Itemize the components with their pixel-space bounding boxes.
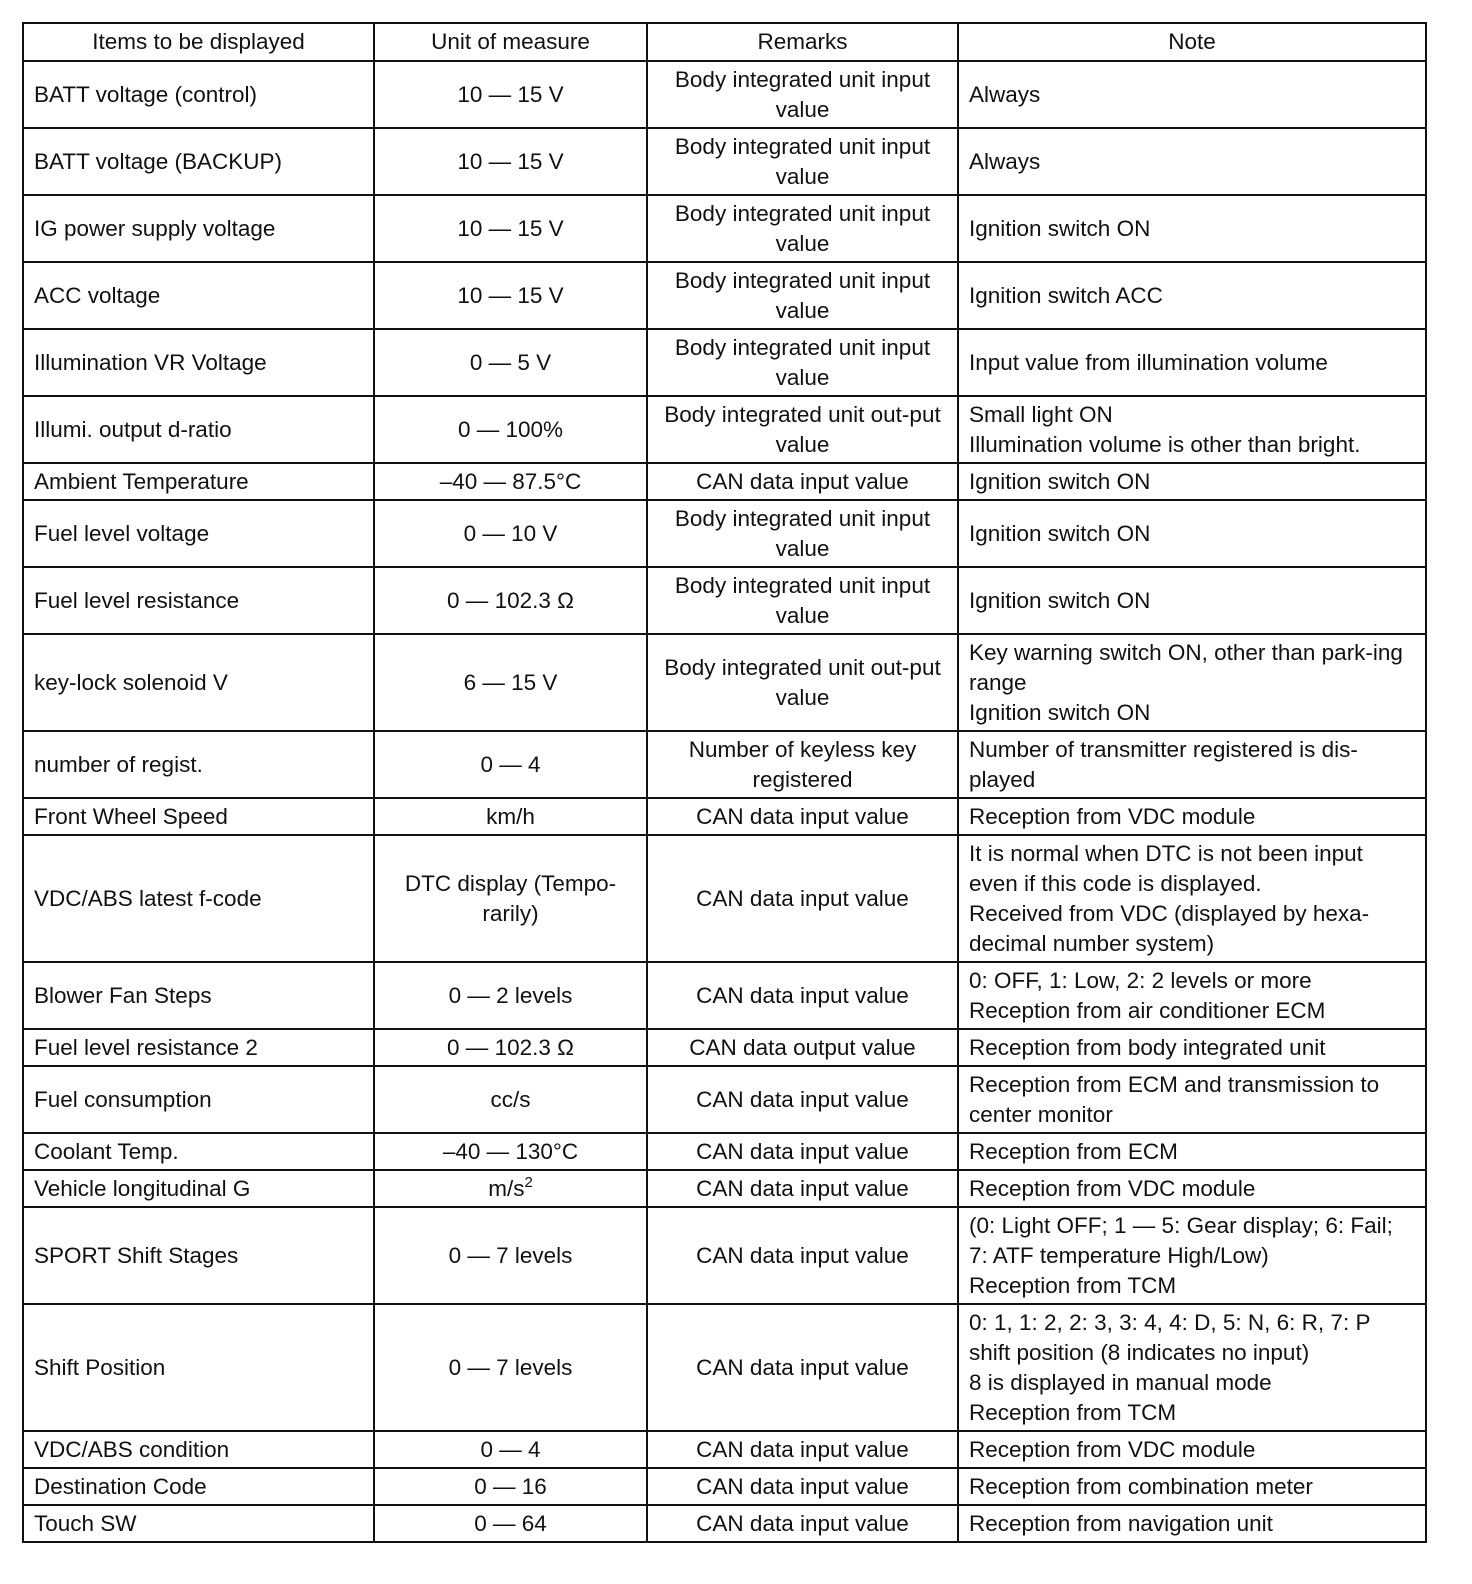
note-line: Ignition switch ON <box>969 699 1151 725</box>
remarks-cell: CAN data input value <box>647 962 958 1029</box>
note-line: It is normal when DTC is not been input even if this code is displayed. <box>969 840 1363 896</box>
unit-cell: 10 — 15 V <box>374 128 647 195</box>
header-row <box>23 23 1426 61</box>
data-monitor-sheet <box>22 22 1425 1543</box>
table-row <box>23 634 1426 731</box>
table-row <box>23 798 1426 835</box>
item-cell: Fuel consumption <box>23 1066 374 1133</box>
unit-cell: 0 — 5 V <box>374 329 647 396</box>
table-row <box>23 329 1426 396</box>
note-line: Reception from navigation unit <box>969 1510 1273 1536</box>
item-cell: Vehicle longitudinal G <box>23 1170 374 1207</box>
item-cell: number of regist. <box>23 731 374 798</box>
table-row <box>23 500 1426 567</box>
header-note: Note <box>958 23 1426 61</box>
item-cell: Illumination VR Voltage <box>23 329 374 396</box>
table-row <box>23 262 1426 329</box>
table-row <box>23 463 1426 500</box>
unit-cell: 0 — 102.3 Ω <box>374 567 647 634</box>
item-cell: BATT voltage (control) <box>23 61 374 128</box>
unit-cell: 10 — 15 V <box>374 195 647 262</box>
note-cell <box>958 1133 1426 1170</box>
remarks-cell: Body integrated unit input value <box>647 195 958 262</box>
remarks-cell: Body integrated unit input value <box>647 128 958 195</box>
note-cell <box>958 835 1426 962</box>
unit-cell <box>374 1170 647 1207</box>
unit-cell: DTC display (Tempo-rarily) <box>374 835 647 962</box>
table-row <box>23 962 1426 1029</box>
unit-cell: 6 — 15 V <box>374 634 647 731</box>
item-cell: IG power supply voltage <box>23 195 374 262</box>
note-line: Received from VDC (displayed by hexa-decimal number system) <box>969 900 1370 956</box>
note-line: Reception from TCM <box>969 1399 1177 1425</box>
note-cell <box>958 329 1426 396</box>
unit-cell: 0 — 4 <box>374 1431 647 1468</box>
display-items-table <box>22 22 1427 1543</box>
note-cell <box>958 1431 1426 1468</box>
note-line: Ignition switch ON <box>969 587 1151 613</box>
note-cell <box>958 731 1426 798</box>
unit-cell: 0 — 100% <box>374 396 647 463</box>
note-line: Ignition switch ON <box>969 215 1151 241</box>
item-cell: ACC voltage <box>23 262 374 329</box>
item-cell: VDC/ABS condition <box>23 1431 374 1468</box>
unit-cell: 0 — 7 levels <box>374 1207 647 1304</box>
table-row <box>23 61 1426 128</box>
note-cell <box>958 798 1426 835</box>
table-row <box>23 567 1426 634</box>
unit-cell: 0 — 4 <box>374 731 647 798</box>
item-cell: VDC/ABS latest f-code <box>23 835 374 962</box>
item-cell: Blower Fan Steps <box>23 962 374 1029</box>
note-line: Reception from body integrated unit <box>969 1034 1326 1060</box>
note-line: Always <box>969 81 1041 107</box>
remarks-cell: Body integrated unit out-put value <box>647 396 958 463</box>
note-line: Ignition switch ON <box>969 468 1151 494</box>
unit-cell: 10 — 15 V <box>374 61 647 128</box>
note-cell <box>958 962 1426 1029</box>
unit-cell: –40 — 87.5°C <box>374 463 647 500</box>
unit-cell: 0 — 7 levels <box>374 1304 647 1431</box>
remarks-cell: Number of keyless key registered <box>647 731 958 798</box>
item-cell: Shift Position <box>23 1304 374 1431</box>
unit-cell: 0 — 64 <box>374 1505 647 1542</box>
table-row <box>23 1029 1426 1066</box>
remarks-cell: CAN data input value <box>647 835 958 962</box>
remarks-cell: CAN data output value <box>647 1029 958 1066</box>
unit-cell: –40 — 130°C <box>374 1133 647 1170</box>
remarks-cell: Body integrated unit out-put value <box>647 634 958 731</box>
remarks-cell: Body integrated unit input value <box>647 61 958 128</box>
remarks-cell: CAN data input value <box>647 1468 958 1505</box>
item-cell: Illumi. output d-ratio <box>23 396 374 463</box>
remarks-cell: Body integrated unit input value <box>647 329 958 396</box>
item-cell: Touch SW <box>23 1505 374 1542</box>
note-line: Ignition switch ACC <box>969 282 1163 308</box>
table-row <box>23 1133 1426 1170</box>
note-line: Reception from TCM <box>969 1272 1177 1298</box>
item-cell: SPORT Shift Stages <box>23 1207 374 1304</box>
note-cell <box>958 396 1426 463</box>
header-items: Items to be displayed <box>23 23 374 61</box>
note-line: 8 is displayed in manual mode <box>969 1369 1272 1395</box>
note-cell <box>958 1468 1426 1505</box>
remarks-cell: CAN data input value <box>647 798 958 835</box>
remarks-cell: Body integrated unit input value <box>647 567 958 634</box>
note-line: 0: 1, 1: 2, 2: 3, 3: 4, 4: D, 5: N, 6: R, 7: P shift position (8 indicates no input) <box>969 1309 1371 1365</box>
remarks-cell: CAN data input value <box>647 1505 958 1542</box>
unit-superscript: 2 <box>524 1173 533 1191</box>
note-cell <box>958 1029 1426 1066</box>
table-row <box>23 1468 1426 1505</box>
note-line: Reception from air conditioner ECM <box>969 997 1326 1023</box>
table-row <box>23 396 1426 463</box>
note-line: Small light ON <box>969 401 1113 427</box>
note-line: Always <box>969 148 1041 174</box>
remarks-cell: Body integrated unit input value <box>647 262 958 329</box>
remarks-cell: Body integrated unit input value <box>647 500 958 567</box>
table-row <box>23 1304 1426 1431</box>
remarks-cell: CAN data input value <box>647 1304 958 1431</box>
note-line: Illumination volume is other than bright. <box>969 431 1361 457</box>
item-cell: BATT voltage (BACKUP) <box>23 128 374 195</box>
table-row <box>23 731 1426 798</box>
note-line: Reception from VDC module <box>969 1175 1256 1201</box>
note-line: (0: Light OFF; 1 — 5: Gear display; 6: Fail; 7: ATF temperature High/Low) <box>969 1212 1393 1268</box>
unit-cell: cc/s <box>374 1066 647 1133</box>
note-line: Number of transmitter registered is dis-played <box>969 736 1358 792</box>
note-cell <box>958 1505 1426 1542</box>
remarks-cell: CAN data input value <box>647 463 958 500</box>
item-cell: Ambient Temperature <box>23 463 374 500</box>
note-line: 0: OFF, 1: Low, 2: 2 levels or more <box>969 967 1312 993</box>
note-cell <box>958 567 1426 634</box>
note-line: Reception from VDC module <box>969 803 1256 829</box>
note-cell <box>958 262 1426 329</box>
note-line: Input value from illumination volume <box>969 349 1328 375</box>
note-line: Reception from VDC module <box>969 1436 1256 1462</box>
remarks-cell: CAN data input value <box>647 1207 958 1304</box>
remarks-cell: CAN data input value <box>647 1066 958 1133</box>
note-line: Reception from ECM <box>969 1138 1178 1164</box>
unit-cell: 0 — 10 V <box>374 500 647 567</box>
table-row <box>23 1170 1426 1207</box>
note-cell <box>958 1170 1426 1207</box>
remarks-cell: CAN data input value <box>647 1170 958 1207</box>
table-row <box>23 1431 1426 1468</box>
remarks-cell: CAN data input value <box>647 1431 958 1468</box>
note-line: Reception from combination meter <box>969 1473 1313 1499</box>
note-line: Ignition switch ON <box>969 520 1151 546</box>
note-cell <box>958 634 1426 731</box>
item-cell: Fuel level voltage <box>23 500 374 567</box>
header-unit: Unit of measure <box>374 23 647 61</box>
table-row <box>23 195 1426 262</box>
unit-cell: 10 — 15 V <box>374 262 647 329</box>
unit-text: m/s <box>488 1175 525 1201</box>
table-row <box>23 1505 1426 1542</box>
table-row <box>23 128 1426 195</box>
item-cell: Fuel level resistance <box>23 567 374 634</box>
note-line: Reception from ECM and transmission to center monitor <box>969 1071 1380 1127</box>
unit-cell: 0 — 2 levels <box>374 962 647 1029</box>
unit-cell: 0 — 102.3 Ω <box>374 1029 647 1066</box>
note-cell <box>958 1304 1426 1431</box>
item-cell: Coolant Temp. <box>23 1133 374 1170</box>
note-cell <box>958 1207 1426 1304</box>
table-row <box>23 835 1426 962</box>
table-row <box>23 1066 1426 1133</box>
note-cell <box>958 128 1426 195</box>
table-body <box>23 61 1426 1542</box>
unit-cell: 0 — 16 <box>374 1468 647 1505</box>
item-cell: key-lock solenoid V <box>23 634 374 731</box>
header-remarks: Remarks <box>647 23 958 61</box>
item-cell: Front Wheel Speed <box>23 798 374 835</box>
note-line: Key warning switch ON, other than park-ing range <box>969 639 1403 695</box>
note-cell <box>958 463 1426 500</box>
note-cell <box>958 195 1426 262</box>
note-cell <box>958 1066 1426 1133</box>
remarks-cell: CAN data input value <box>647 1133 958 1170</box>
table-row <box>23 1207 1426 1304</box>
unit-cell: km/h <box>374 798 647 835</box>
note-cell <box>958 500 1426 567</box>
item-cell: Fuel level resistance 2 <box>23 1029 374 1066</box>
note-cell <box>958 61 1426 128</box>
item-cell: Destination Code <box>23 1468 374 1505</box>
